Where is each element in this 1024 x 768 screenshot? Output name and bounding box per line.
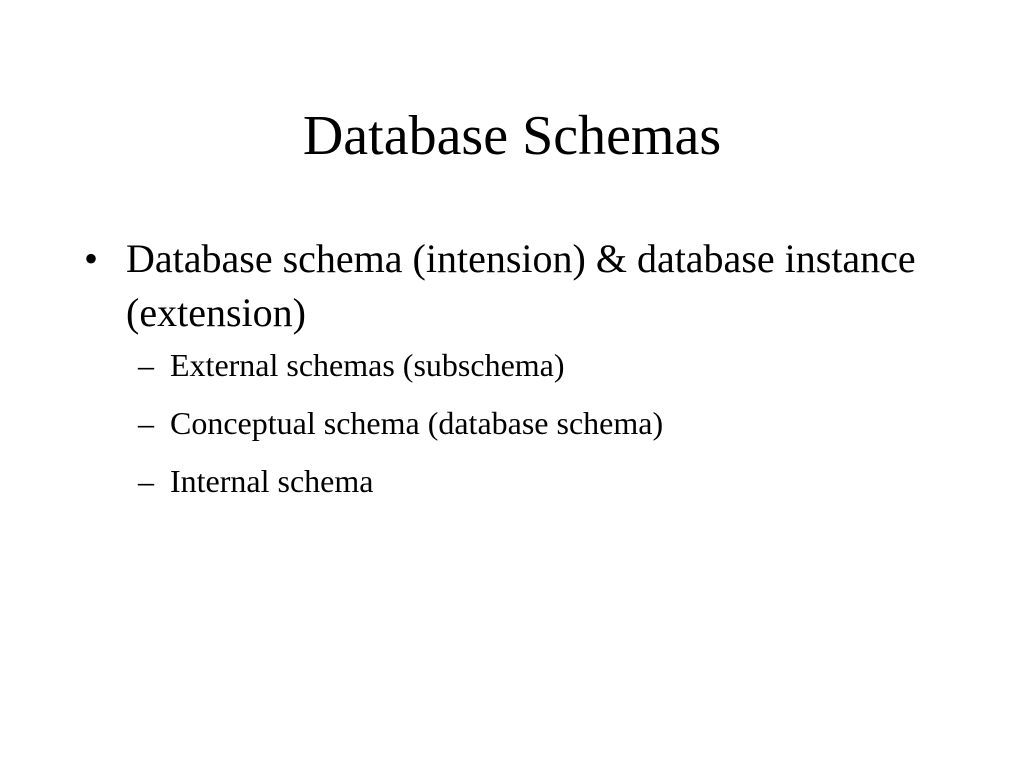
sub-bullet-text: Internal schema [170,463,374,499]
dash-marker: – [138,405,154,441]
sub-bullet-text: External schemas (subschema) [170,347,565,383]
sub-bullet-item-conceptual [138,402,944,444]
bullet-marker: • [84,236,99,281]
sub-bullet-list [126,344,944,502]
sub-bullet-text: Conceptual schema (database schema) [170,405,664,441]
dash-marker: – [138,463,154,499]
slide-title: Database Schemas [302,105,722,167]
bullet-list [84,232,944,518]
bullet-item [84,232,944,502]
dash-marker: – [138,347,154,383]
sub-bullet-item-internal [138,460,944,502]
bullet-text: Database schema (intension) & database instance (extension) [126,236,916,335]
sub-bullet-item-external [138,344,944,386]
